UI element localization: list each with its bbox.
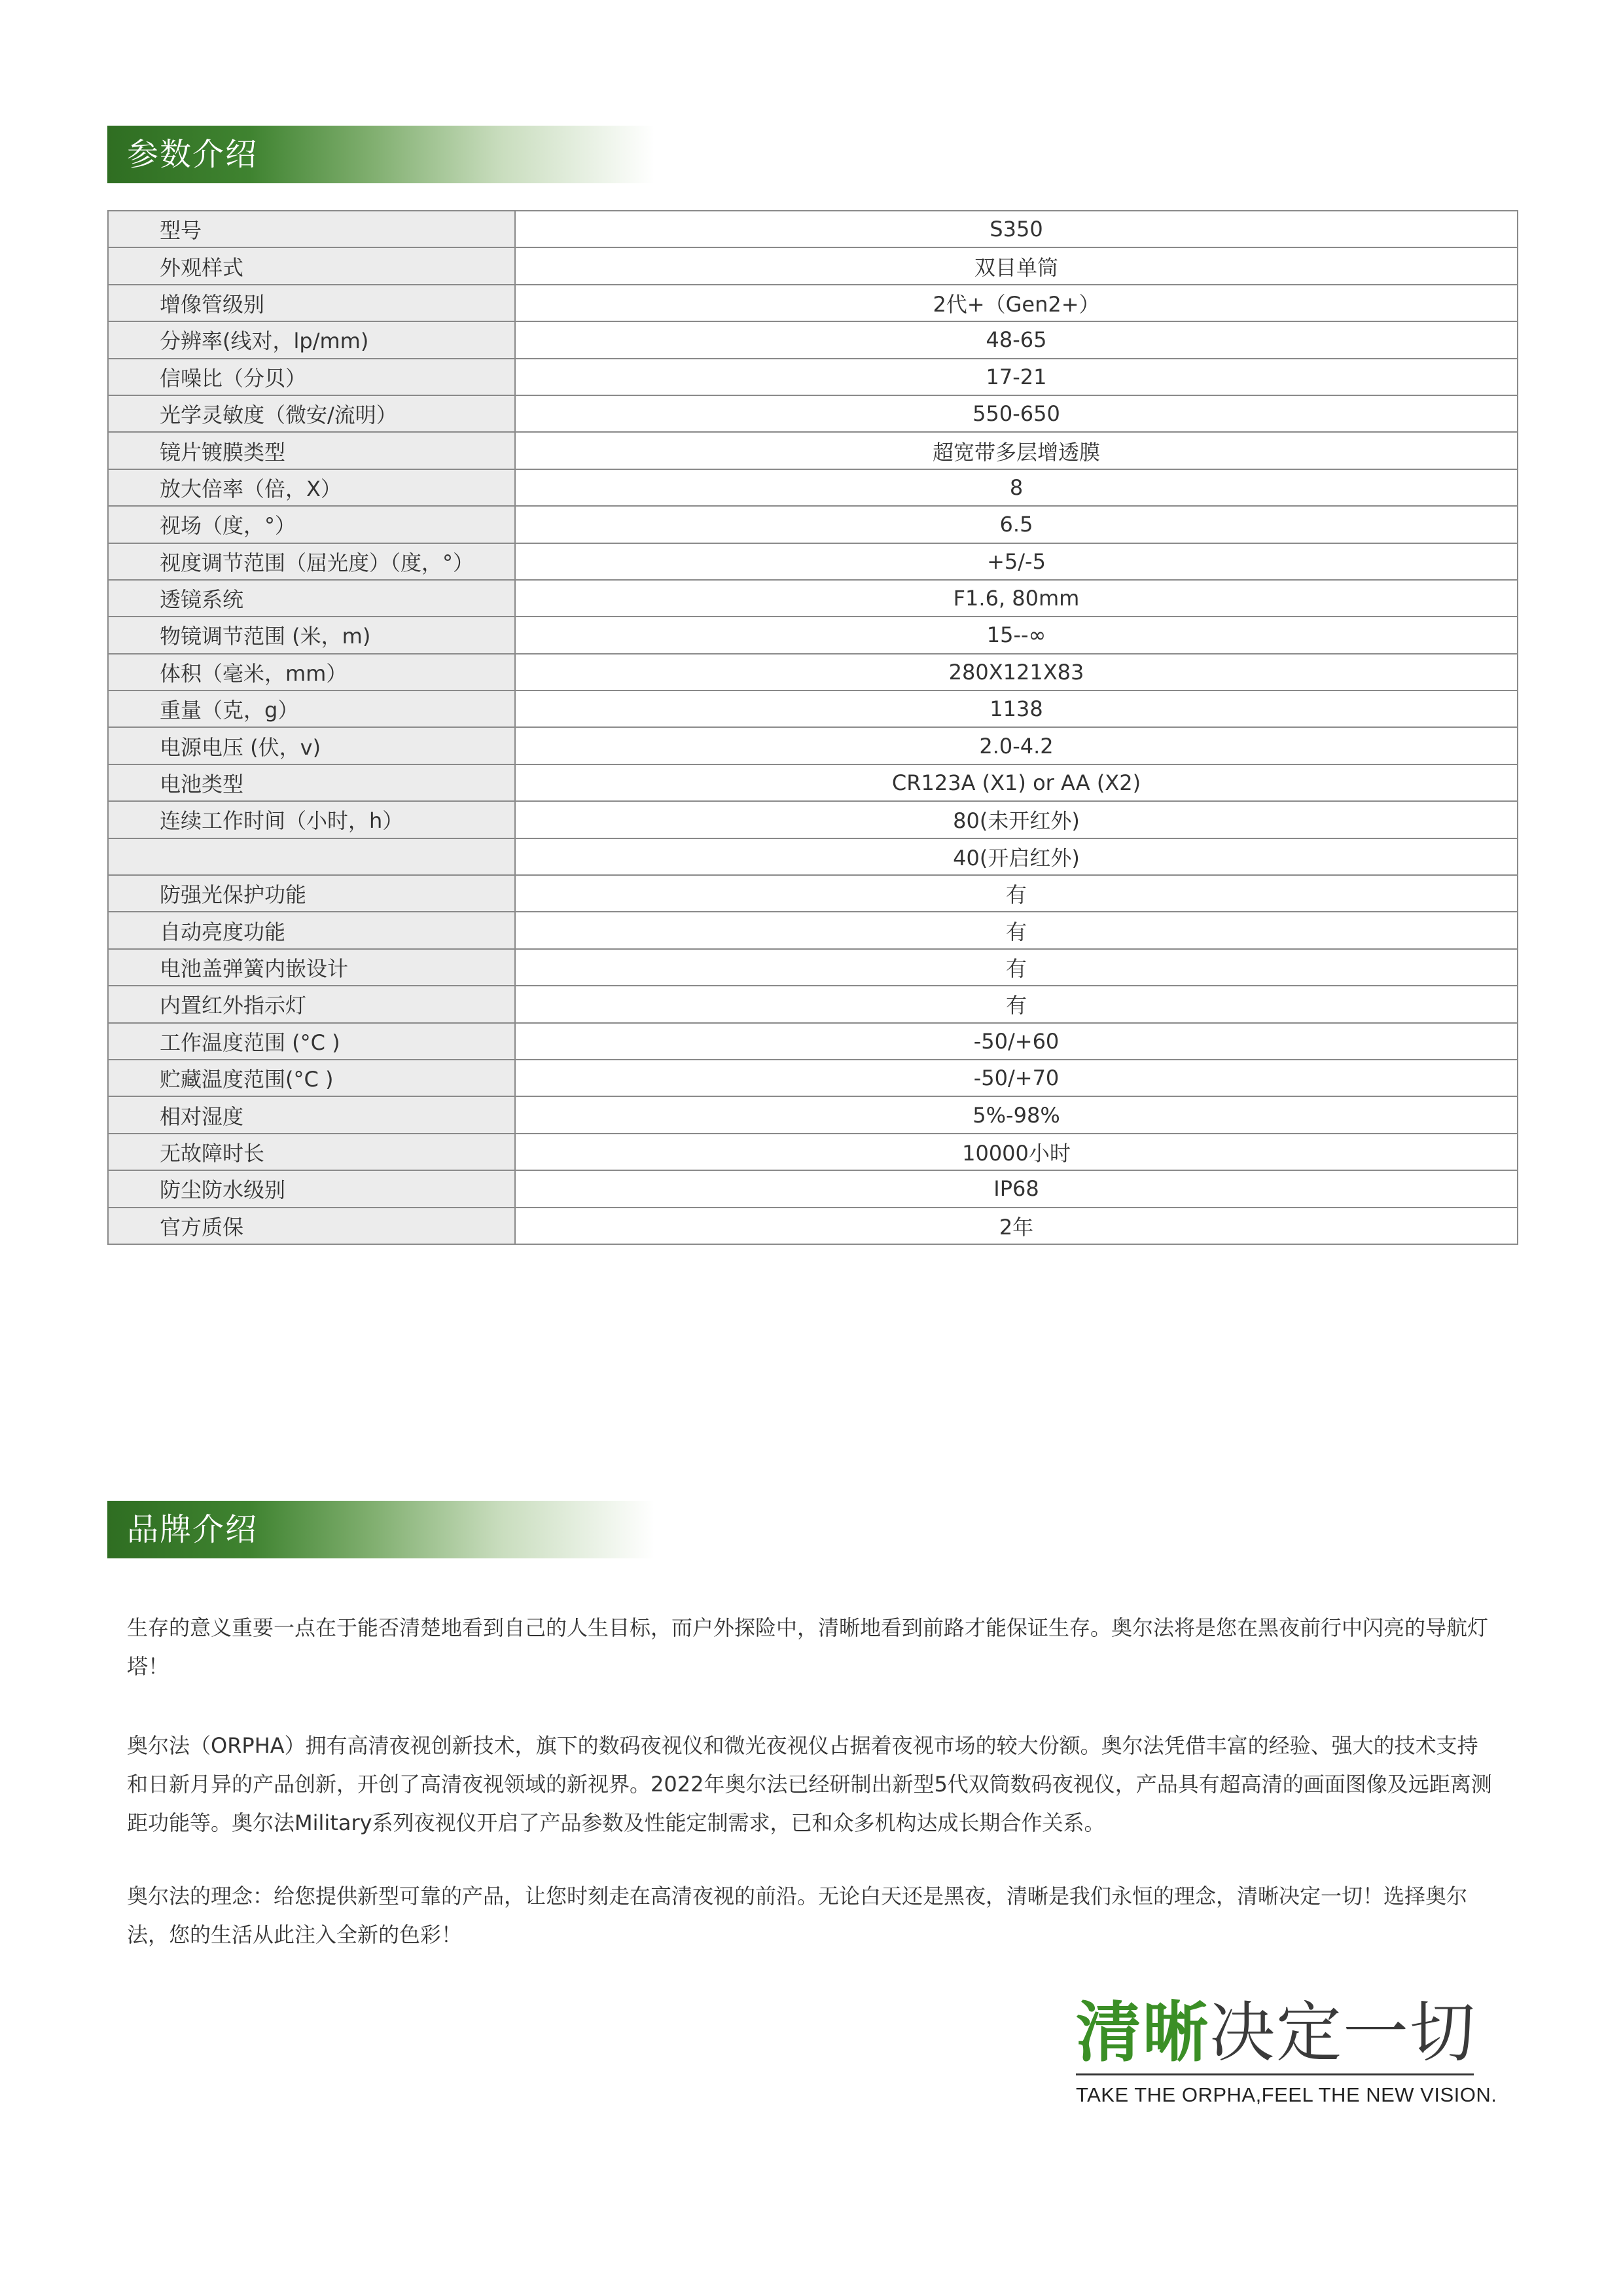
spec-value: +5/-5 bbox=[515, 543, 1518, 580]
brand-paragraph-1: 生存的意义重要一点在于能否清楚地看到自己的人生目标，而户外探险中，清晰地看到前路才能保证生存。奥尔法将是您在黑夜前行中闪亮的导航灯塔！ bbox=[127, 1615, 1489, 1679]
spec-table-body bbox=[108, 211, 1518, 1244]
spec-value: F1.6, 80mm bbox=[515, 580, 1518, 617]
spec-label: 自动亮度功能 bbox=[108, 912, 515, 948]
brand-section-header bbox=[107, 1501, 654, 1558]
spec-label: 增像管级别 bbox=[108, 285, 515, 321]
spec-row bbox=[108, 617, 1518, 653]
spec-value: 80(未开红外) bbox=[515, 801, 1518, 838]
brand-paragraph-3: 奥尔法的理念：给您提供新型可靠的产品，让您时刻走在高清夜视的前沿。无论白天还是黑夜，清晰是我们永恒的理念，清晰决定一切！选择奥尔法，您的生活从此注入全新的色彩！ bbox=[127, 1884, 1468, 1947]
spec-value: 2代+（Gen2+） bbox=[515, 285, 1518, 321]
spec-value: 550-650 bbox=[515, 395, 1518, 432]
spec-value: 有 bbox=[515, 912, 1518, 948]
spec-row bbox=[108, 838, 1518, 875]
spec-value: 40(开启红外) bbox=[515, 838, 1518, 875]
spec-label: 视度调节范围（屈光度）（度，°） bbox=[108, 543, 515, 580]
spec-row bbox=[108, 247, 1518, 284]
slogan-tagline: TAKE THE ORPHA,FEEL THE NEW VISION. bbox=[1076, 2083, 1497, 2106]
params-section-header bbox=[107, 126, 654, 183]
spec-label: 官方质保 bbox=[108, 1208, 515, 1244]
spec-value: 有 bbox=[515, 949, 1518, 986]
spec-label: 信噪比（分贝） bbox=[108, 359, 515, 395]
spec-label: 工作温度范围 (°C ) bbox=[108, 1023, 515, 1060]
spec-label: 分辨率(线对，lp/mm) bbox=[108, 321, 515, 358]
spec-label: 镜片镀膜类型 bbox=[108, 432, 515, 469]
spec-value: 双目单筒 bbox=[515, 247, 1518, 284]
spec-value: 15--∞ bbox=[515, 617, 1518, 653]
spec-value: 1138 bbox=[515, 691, 1518, 727]
slogan-block bbox=[1076, 1994, 1497, 2107]
spec-table bbox=[107, 210, 1518, 1245]
slogan-highlight: 清晰 bbox=[1076, 1994, 1209, 2071]
spec-value: 有 bbox=[515, 986, 1518, 1022]
spec-row bbox=[108, 1208, 1518, 1244]
spec-label: 外观样式 bbox=[108, 247, 515, 284]
spec-row bbox=[108, 912, 1518, 948]
spec-label: 连续工作时间（小时，h） bbox=[108, 801, 515, 838]
spec-label: 防尘防水级别 bbox=[108, 1170, 515, 1207]
spec-value: CR123A (X1) or AA (X2) bbox=[515, 764, 1518, 801]
spec-label: 无故障时长 bbox=[108, 1134, 515, 1170]
spec-label: 视场（度，°） bbox=[108, 506, 515, 543]
slogan-heading bbox=[1076, 1994, 1476, 2072]
spec-value: 超宽带多层增透膜 bbox=[515, 432, 1518, 469]
spec-label: 电源电压 (伏，v) bbox=[108, 727, 515, 764]
spec-label: 体积（毫米，mm） bbox=[108, 654, 515, 691]
brand-paragraph-2: 奥尔法（ORPHA）拥有高清夜视创新技术，旗下的数码夜视仪和微光夜视仪占据着夜视市场的较大份额。奥尔法凭借丰富的经验、强大的技术支持和日新月异的产品创新，开创了高清夜视领域的新视界。2022年奥尔法已经研制出新型5代双筒数码夜视仪，产品具有超高清的画面图像及远距离测距功能等。奥尔法Military系列夜视仪开启了产品参数及性能定制需求，已和众多机构达成长期合作关系。 bbox=[127, 1733, 1492, 1835]
spec-value: 有 bbox=[515, 875, 1518, 912]
spec-label: 透镜系统 bbox=[108, 580, 515, 617]
spec-row bbox=[108, 321, 1518, 358]
spec-row bbox=[108, 432, 1518, 469]
spec-label: 防强光保护功能 bbox=[108, 875, 515, 912]
spec-value: 2.0-4.2 bbox=[515, 727, 1518, 764]
spec-label: 光学灵敏度（微安/流明） bbox=[108, 395, 515, 432]
spec-row bbox=[108, 1170, 1518, 1207]
spec-row bbox=[108, 949, 1518, 986]
spec-row bbox=[108, 691, 1518, 727]
spec-row bbox=[108, 764, 1518, 801]
spec-row bbox=[108, 801, 1518, 838]
spec-value: 280X121X83 bbox=[515, 654, 1518, 691]
spec-row bbox=[108, 469, 1518, 506]
spec-value: 10000小时 bbox=[515, 1134, 1518, 1170]
spec-row bbox=[108, 875, 1518, 912]
spec-row bbox=[108, 211, 1518, 247]
spec-value: -50/+60 bbox=[515, 1023, 1518, 1060]
spec-value: 17-21 bbox=[515, 359, 1518, 395]
spec-label: 型号 bbox=[108, 211, 515, 247]
spec-row bbox=[108, 580, 1518, 617]
params-section-title: 参数介绍 bbox=[127, 136, 259, 173]
spec-value: 2年 bbox=[515, 1208, 1518, 1244]
spec-label: 电池盖弹簧内嵌设计 bbox=[108, 949, 515, 986]
spec-value: IP68 bbox=[515, 1170, 1518, 1207]
spec-row bbox=[108, 285, 1518, 321]
spec-label: 电池类型 bbox=[108, 764, 515, 801]
spec-row bbox=[108, 654, 1518, 691]
spec-row bbox=[108, 506, 1518, 543]
spec-label: 放大倍率（倍，X） bbox=[108, 469, 515, 506]
brand-section-title: 品牌介绍 bbox=[127, 1511, 259, 1548]
spec-row bbox=[108, 1023, 1518, 1060]
spec-label: 物镜调节范围 (米，m) bbox=[108, 617, 515, 653]
spec-row bbox=[108, 395, 1518, 432]
spec-row bbox=[108, 1060, 1518, 1096]
spec-label: 贮藏温度范围(°C ) bbox=[108, 1060, 515, 1096]
spec-row bbox=[108, 359, 1518, 395]
spec-value: 5%-98% bbox=[515, 1096, 1518, 1133]
spec-label bbox=[108, 838, 515, 875]
spec-value: 8 bbox=[515, 469, 1518, 506]
spec-row bbox=[108, 1134, 1518, 1170]
spec-value: 6.5 bbox=[515, 506, 1518, 543]
spec-label: 相对湿度 bbox=[108, 1096, 515, 1133]
spec-value: S350 bbox=[515, 211, 1518, 247]
spec-label: 内置红外指示灯 bbox=[108, 986, 515, 1022]
slogan-rest: 决定一切 bbox=[1209, 1994, 1476, 2071]
spec-row bbox=[108, 986, 1518, 1022]
spec-value: 48-65 bbox=[515, 321, 1518, 358]
spec-value: -50/+70 bbox=[515, 1060, 1518, 1096]
spec-row bbox=[108, 543, 1518, 580]
slogan-underline bbox=[1076, 2073, 1474, 2075]
spec-row bbox=[108, 727, 1518, 764]
spec-row bbox=[108, 1096, 1518, 1133]
spec-label: 重量（克，g） bbox=[108, 691, 515, 727]
